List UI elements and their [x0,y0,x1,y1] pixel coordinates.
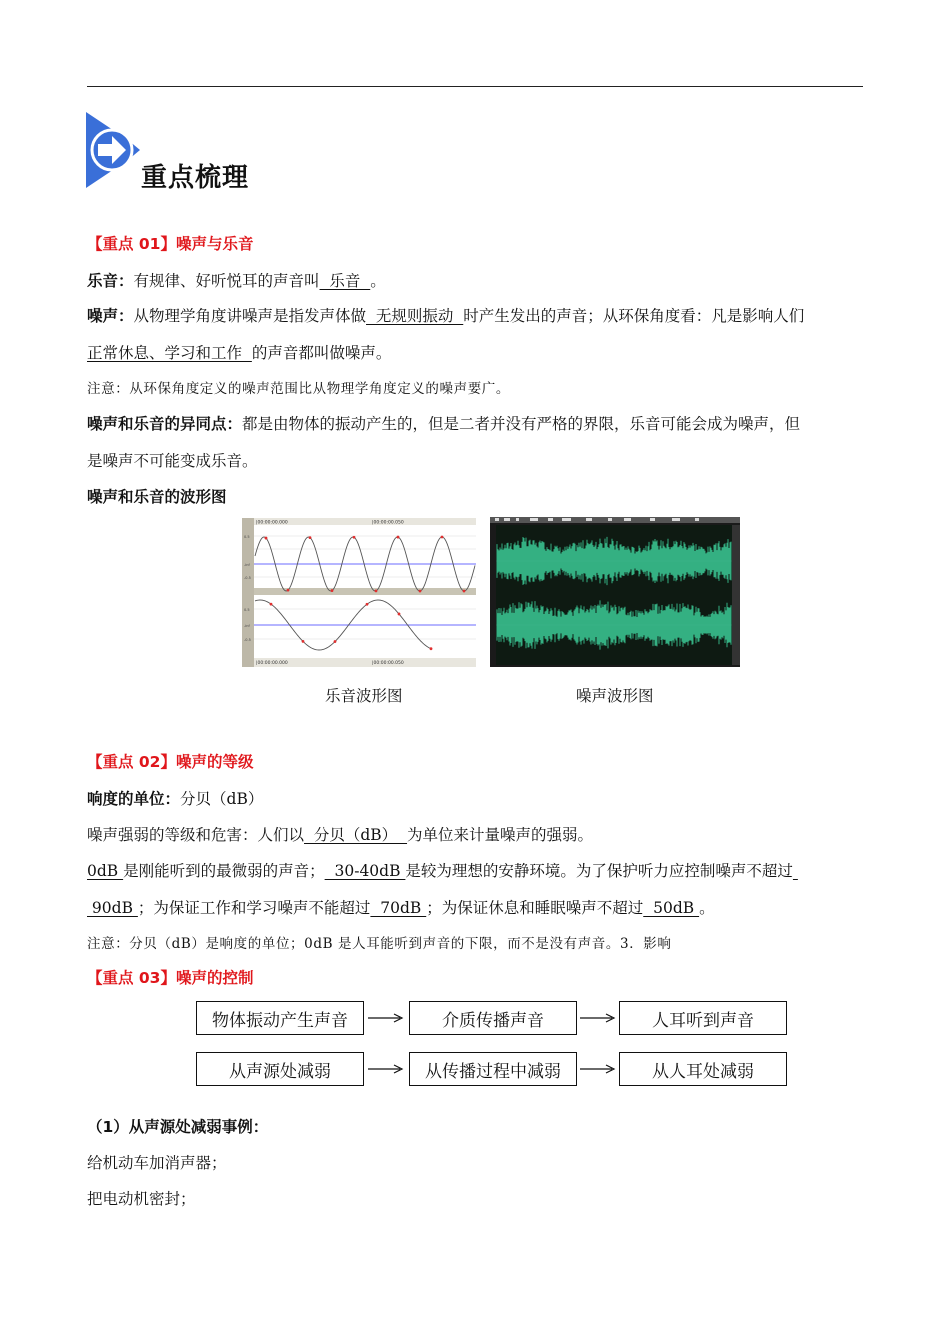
svg-text:-inf: -inf [244,624,250,628]
sample-dot [430,647,433,650]
header-rule [87,86,863,87]
k2-note: 注意：分贝（dB）是响度的单位；0dB 是人耳能听到声音的下限，而不是没有声音。3．影响 [87,936,672,952]
k1-note: 注意：从环保角度定义的噪声范围比从物理学角度定义的噪声要广。 [87,381,510,397]
wave-heading: 噪声和乐音的波形图 [87,488,227,506]
arrow-right-icon [86,112,144,188]
unit-label: 响度的单位： [87,790,181,808]
noise-waveform-image [490,517,740,667]
db-text-5: 。 [699,899,715,917]
svg-text:|00:00:00.050: |00:00:00.050 [372,661,404,666]
sample-dot [366,603,369,606]
zaosheng-text1: 从物理学角度讲噪声是指发声体做 [133,307,367,325]
sample-dot [441,536,444,539]
db-line2 [87,898,715,918]
svg-text:0.5: 0.5 [244,535,250,539]
level-line [87,825,593,845]
zaosheng-text2: 时产生发出的声音；从环保角度看：凡是影响人们 [463,307,805,325]
zaosheng-text3: 的声音都叫做噪声。 [251,344,392,362]
db-text-2: 是较为理想的安静环境。为了保护听力应控制噪声不超过 [405,862,793,880]
yueyin-definition [87,271,386,291]
svg-text:-0.5: -0.5 [244,638,251,642]
yueyin-blank: 乐音 [319,272,371,290]
level-blank: 分贝（dB） [304,826,408,844]
db-blank-30-40: 30-40dB [324,862,406,880]
flow-box-ear: 人耳听到声音 [619,1001,787,1035]
db-blank-trail [793,862,798,880]
svg-text:|00:00:00.050: |00:00:00.050 [372,520,404,526]
level-text-b: 为单位来计量噪声的强弱。 [407,826,594,844]
sub1-heading: （1）从声源处减弱事例： [87,1118,269,1136]
svg-text:-inf: -inf [244,563,250,567]
flow-box-path: 从传播过程中减弱 [409,1052,577,1086]
sample-dot [265,537,268,540]
db-blank-50: 50dB [643,899,700,917]
flow-arrow-icon [366,1062,406,1076]
sample-dot [397,536,400,539]
flow-box-receiver: 从人耳处减弱 [619,1052,787,1086]
music-waveform-image [242,518,476,667]
sample-dot [270,603,273,606]
diff-label: 噪声和乐音的异同点： [87,415,243,433]
yueyin-text: 有规律、好听悦耳的声音叫 [133,272,320,290]
flow-box-vibration: 物体振动产生声音 [196,1001,364,1035]
zaosheng-label: 噪声： [87,307,134,325]
db-blank-90: 90dB [87,899,138,917]
diff-line1 [87,414,800,434]
diff-text1: 都是由物体的振动产生的，但是二者并没有严格的界限，乐音可能会成为噪声，但 [242,415,801,433]
sample-dot [334,640,337,643]
flow-arrow-icon [578,1062,618,1076]
caption-noise: 噪声波形图 [576,687,654,705]
sample-dot [302,640,305,643]
sample-dot [287,589,290,592]
zaosheng-definition [87,306,804,326]
sample-dot [309,536,312,539]
svg-text:|00:00:00.000: |00:00:00.000 [256,661,288,666]
diff-line2: 是噪声不可能变成乐音。 [87,452,258,470]
section-title: 重点梳理 [141,163,250,193]
sample-dot [353,536,356,539]
db-text-1: 是刚能听到的最微弱的声音； [123,862,325,880]
sample-dot [375,589,378,592]
k2-heading: 【重点 02】噪声的等级 [87,753,254,771]
db-text-3: ；为保证工作和学习噪声不能超过 [137,899,371,917]
sample-dot [419,590,422,593]
sample-dot [463,590,466,593]
sample-dot [398,613,401,616]
db-text-4: ；为保证休息和睡眠噪声不超过 [426,899,644,917]
unit-text: 分贝（dB） [180,790,264,808]
level-text-a: 噪声强弱的等级和危害：人们以 [87,826,305,844]
zaosheng-definition-cont [87,343,391,363]
svg-text:-0.5: -0.5 [244,576,251,580]
unit-line [87,789,263,809]
yueyin-end: 。 [370,272,386,290]
example-muffler: 给机动车加消声器； [87,1154,227,1172]
db-blank-70: 70dB [370,899,427,917]
flow-box-source: 从声源处减弱 [196,1052,364,1086]
flow-arrow-icon [366,1011,406,1025]
sample-dot [331,589,334,592]
db-line1 [87,861,798,881]
yueyin-label: 乐音： [87,272,134,290]
zaosheng-blank1: 无规则振动 [366,307,464,325]
zaosheng-blank2: 正常休息、学习和工作 [87,344,252,362]
example-motor-seal: 把电动机密封； [87,1190,196,1208]
db-blank-0: 0dB [87,862,124,880]
k1-heading: 【重点 01】噪声与乐音 [87,235,254,253]
flow-arrow-icon [578,1011,618,1025]
k3-heading: 【重点 03】噪声的控制 [87,969,254,987]
caption-music: 乐音波形图 [325,687,403,705]
flow-box-medium: 介质传播声音 [409,1001,577,1035]
svg-text:|00:00:00.000: |00:00:00.000 [256,520,288,526]
svg-text:0.5: 0.5 [244,608,250,612]
